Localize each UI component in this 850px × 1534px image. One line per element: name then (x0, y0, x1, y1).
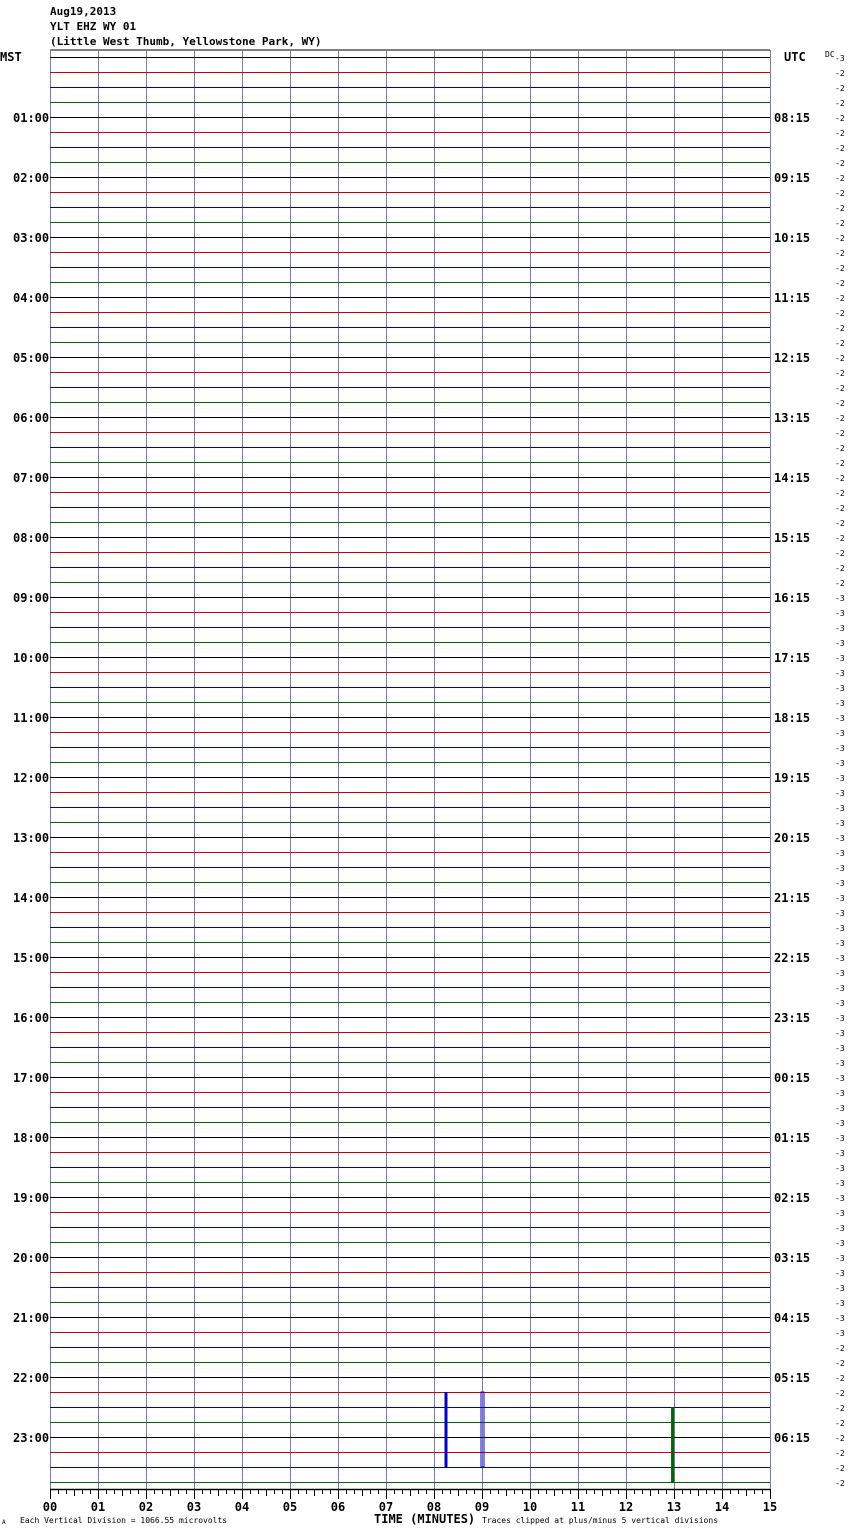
dc-offset-label: -2 (835, 1344, 845, 1353)
dc-offset-label: -2 (835, 174, 845, 183)
dc-offset-label: -3 (835, 1269, 845, 1278)
dc-offset-label: -3 (835, 744, 845, 753)
dc-offset-label: -2 (835, 354, 845, 363)
utc-hour-label: 10:15 (774, 231, 811, 245)
dc-offset-label: -2 (835, 1389, 845, 1398)
dc-offset-label: -2 (835, 129, 845, 138)
dc-offset-label: -2 (835, 489, 845, 498)
dc-offset-label: -3 (835, 789, 845, 798)
mst-hour-label: 23:00 (13, 1431, 50, 1445)
mst-hour-label: 07:00 (13, 471, 50, 485)
dc-offset-label: -2 (835, 564, 845, 573)
dc-offset-label: -2 (835, 519, 845, 528)
dc-offset-label: -3 (835, 864, 845, 873)
mst-hour-label: 22:00 (13, 1371, 50, 1385)
x-tick-label: 06 (330, 1500, 346, 1514)
utc-hour-label: 13:15 (774, 411, 811, 425)
dc-offset-label: -3 (835, 624, 845, 633)
dc-offset-label: -3 (835, 819, 845, 828)
x-tick-label: 12 (618, 1500, 634, 1514)
dc-offset-label: -3 (835, 1284, 845, 1293)
dc-offset-label: -3 (835, 999, 845, 1008)
utc-hour-label: 08:15 (774, 111, 811, 125)
mst-hour-label: 18:00 (13, 1131, 50, 1145)
dc-offset-label: -3 (835, 1194, 845, 1203)
dc-offset-label: -3 (835, 849, 845, 858)
dc-offset-label: -3 (835, 984, 845, 993)
x-tick-label: 07 (378, 1500, 394, 1514)
utc-hour-label: 00:15 (774, 1071, 811, 1085)
dc-offset-label: -2 (835, 579, 845, 588)
dc-offset-label: -2 (835, 1359, 845, 1368)
x-tick-label: 14 (714, 1500, 730, 1514)
dc-offset-label: -2 (835, 429, 845, 438)
dc-offset-label: -2 (835, 144, 845, 153)
dc-offset-label: -3 (835, 1089, 845, 1098)
utc-hour-label: 03:15 (774, 1251, 811, 1265)
dc-offset-label: -2 (835, 474, 845, 483)
dc-offset-label: -2 (835, 339, 845, 348)
dc-offset-label: -2 (835, 1419, 845, 1428)
dc-offset-label: -3 (835, 729, 845, 738)
mst-hour-label: 17:00 (13, 1071, 50, 1085)
dc-offset-label: -2 (835, 369, 845, 378)
x-tick-label: 01 (90, 1500, 106, 1514)
mst-hour-label: 06:00 (13, 411, 50, 425)
x-tick-label: 15 (762, 1500, 778, 1514)
x-tick-label: 00 (42, 1500, 58, 1514)
dc-offset-label: -3 (835, 774, 845, 783)
dc-offset-label: -3 (835, 939, 845, 948)
dc-offset-label: -3 (835, 834, 845, 843)
x-tick-label: 09 (474, 1500, 490, 1514)
dc-offset-label: -3 (835, 1014, 845, 1023)
x-tick-label: 11 (570, 1500, 586, 1514)
utc-hour-label: 06:15 (774, 1431, 811, 1445)
station-location: (Little West Thumb, Yellowstone Park, WY) (50, 35, 322, 48)
dc-offset-label: -3 (835, 609, 845, 618)
dc-offset-label: -3 (835, 1059, 845, 1068)
x-tick-label: 04 (234, 1500, 250, 1514)
utc-hour-label: 17:15 (774, 651, 811, 665)
dc-offset-label: -2 (835, 99, 845, 108)
dc-offset-label: -3 (835, 1254, 845, 1263)
dc-offset-label: -3 (835, 669, 845, 678)
dc-offset-label: -3 (835, 594, 845, 603)
utc-hour-label: 15:15 (774, 531, 811, 545)
dc-offset-label: -3 (835, 804, 845, 813)
dc-offset-label: -3 (835, 759, 845, 768)
utc-hour-label: 02:15 (774, 1191, 811, 1205)
dc-offset-label: -2 (835, 1479, 845, 1488)
dc-offset-label: -2 (835, 84, 845, 93)
dc-offset-label: -2 (835, 189, 845, 198)
dc-offset-label: -2 (835, 264, 845, 273)
station-code: YLT EHZ WY 01 (50, 20, 137, 33)
dc-offset-label: -3 (835, 1329, 845, 1338)
x-tick-label: 02 (138, 1500, 154, 1514)
dc-offset-label: -2 (835, 114, 845, 123)
corner-mark: A (2, 1519, 6, 1526)
x-tick-label: 13 (666, 1500, 682, 1514)
seismic-event-mark (671, 1407, 674, 1482)
dc-offset-label: -3 (835, 879, 845, 888)
mst-hour-label: 13:00 (13, 831, 50, 845)
mst-hour-label: 08:00 (13, 531, 50, 545)
mst-hour-label: 15:00 (13, 951, 50, 965)
mst-hour-label: 20:00 (13, 1251, 50, 1265)
dc-offset-label: -2 (835, 1449, 845, 1458)
dc-offset-label: -3 (835, 684, 845, 693)
dc-offset-label: -3 (835, 1029, 845, 1038)
dc-offset-label: -3 (835, 909, 845, 918)
utc-axis-label: UTC (784, 50, 806, 64)
dc-offset-label: -2 (835, 249, 845, 258)
dc-offset-label: -3 (835, 54, 845, 63)
utc-hour-label: 18:15 (774, 711, 811, 725)
dc-offset-label: -3 (835, 699, 845, 708)
dc-offset-label: -2 (835, 234, 845, 243)
dc-offset-label: -3 (835, 1134, 845, 1143)
mst-hour-label: 09:00 (13, 591, 50, 605)
dc-offset-label: -2 (835, 504, 845, 513)
dc-offset-label: -2 (835, 69, 845, 78)
mst-hour-label: 16:00 (13, 1011, 50, 1025)
dc-offset-label: -3 (835, 639, 845, 648)
mst-hour-label: 01:00 (13, 111, 50, 125)
utc-hour-label: 11:15 (774, 291, 811, 305)
utc-hour-label: 09:15 (774, 171, 811, 185)
dc-offset-label: -2 (835, 309, 845, 318)
dc-offset-label: -3 (835, 654, 845, 663)
utc-hour-label: 14:15 (774, 471, 811, 485)
utc-hour-label: 01:15 (774, 1131, 811, 1145)
x-axis-title: TIME (MINUTES) (374, 1512, 476, 1526)
mst-hour-label: 04:00 (13, 291, 50, 305)
scale-note: Each Vertical Division = 1066.55 microvolts (20, 1516, 228, 1525)
dc-offset-label: -3 (835, 924, 845, 933)
x-tick-label: 03 (186, 1500, 202, 1514)
chart-date: Aug19,2013 (50, 5, 117, 18)
dc-offset-label: -3 (835, 1224, 845, 1233)
dc-offset-label: -3 (835, 969, 845, 978)
dc-offset-label: -2 (835, 459, 845, 468)
dc-offset-label: -2 (835, 294, 845, 303)
utc-hour-label: 19:15 (774, 771, 811, 785)
x-tick-label: 08 (426, 1500, 442, 1514)
mst-hour-label: 11:00 (13, 711, 50, 725)
dc-offset-label: -2 (835, 1404, 845, 1413)
clip-note: Traces clipped at plus/minus 5 vertical divisions (482, 1516, 719, 1525)
dc-offset-label: -3 (835, 1149, 845, 1158)
dc-offset-label: -3 (835, 954, 845, 963)
dc-offset-label: -2 (835, 204, 845, 213)
utc-hour-label: 12:15 (774, 351, 811, 365)
mst-hour-label: 03:00 (13, 231, 50, 245)
dc-offset-label: -2 (835, 324, 845, 333)
dc-offset-label: -2 (835, 399, 845, 408)
dc-offset-label: -3 (835, 1044, 845, 1053)
dc-offset-label: -2 (835, 414, 845, 423)
dc-offset-label: -2 (835, 219, 845, 228)
dc-offset-label: -3 (835, 1104, 845, 1113)
dc-offset-label: -2 (835, 159, 845, 168)
dc-offset-label: -2 (835, 444, 845, 453)
mst-hour-label: 05:00 (13, 351, 50, 365)
dc-offset-label: -3 (835, 1209, 845, 1218)
dc-offset-label: -2 (835, 534, 845, 543)
utc-hour-label: 20:15 (774, 831, 811, 845)
mst-hour-label: 21:00 (13, 1311, 50, 1325)
utc-hour-label: 22:15 (774, 951, 811, 965)
x-tick-label: 10 (522, 1500, 538, 1514)
x-tick-label: 05 (282, 1500, 298, 1514)
dc-offset-label: -3 (835, 1164, 845, 1173)
dc-offset-label: -3 (835, 1074, 845, 1083)
dc-label: DC (825, 50, 835, 59)
mst-axis-label: MST (0, 50, 22, 64)
utc-hour-label: 16:15 (774, 591, 811, 605)
mst-hour-label: 10:00 (13, 651, 50, 665)
mst-hour-label: 14:00 (13, 891, 50, 905)
mst-hour-label: 19:00 (13, 1191, 50, 1205)
utc-hour-label: 05:15 (774, 1371, 811, 1385)
dc-offset-label: -3 (835, 894, 845, 903)
dc-offset-label: -2 (835, 1434, 845, 1443)
dc-offset-label: -3 (835, 1239, 845, 1248)
mst-hour-label: 12:00 (13, 771, 50, 785)
utc-hour-label: 21:15 (774, 891, 811, 905)
utc-hour-label: 23:15 (774, 1011, 811, 1025)
utc-hour-label: 04:15 (774, 1311, 811, 1325)
dc-offset-label: -2 (835, 384, 845, 393)
dc-offset-label: -2 (835, 549, 845, 558)
seismic-event-mark (445, 1392, 448, 1467)
dc-offset-label: -3 (835, 1119, 845, 1128)
dc-offset-label: -3 (835, 1314, 845, 1323)
dc-offset-label: -3 (835, 1179, 845, 1188)
dc-offset-label: -2 (835, 1464, 845, 1473)
dc-offset-label: -3 (835, 1299, 845, 1308)
mst-hour-label: 02:00 (13, 171, 50, 185)
dc-offset-label: -3 (835, 714, 845, 723)
dc-offset-label: -2 (835, 279, 845, 288)
dc-offset-label: -2 (835, 1374, 845, 1383)
